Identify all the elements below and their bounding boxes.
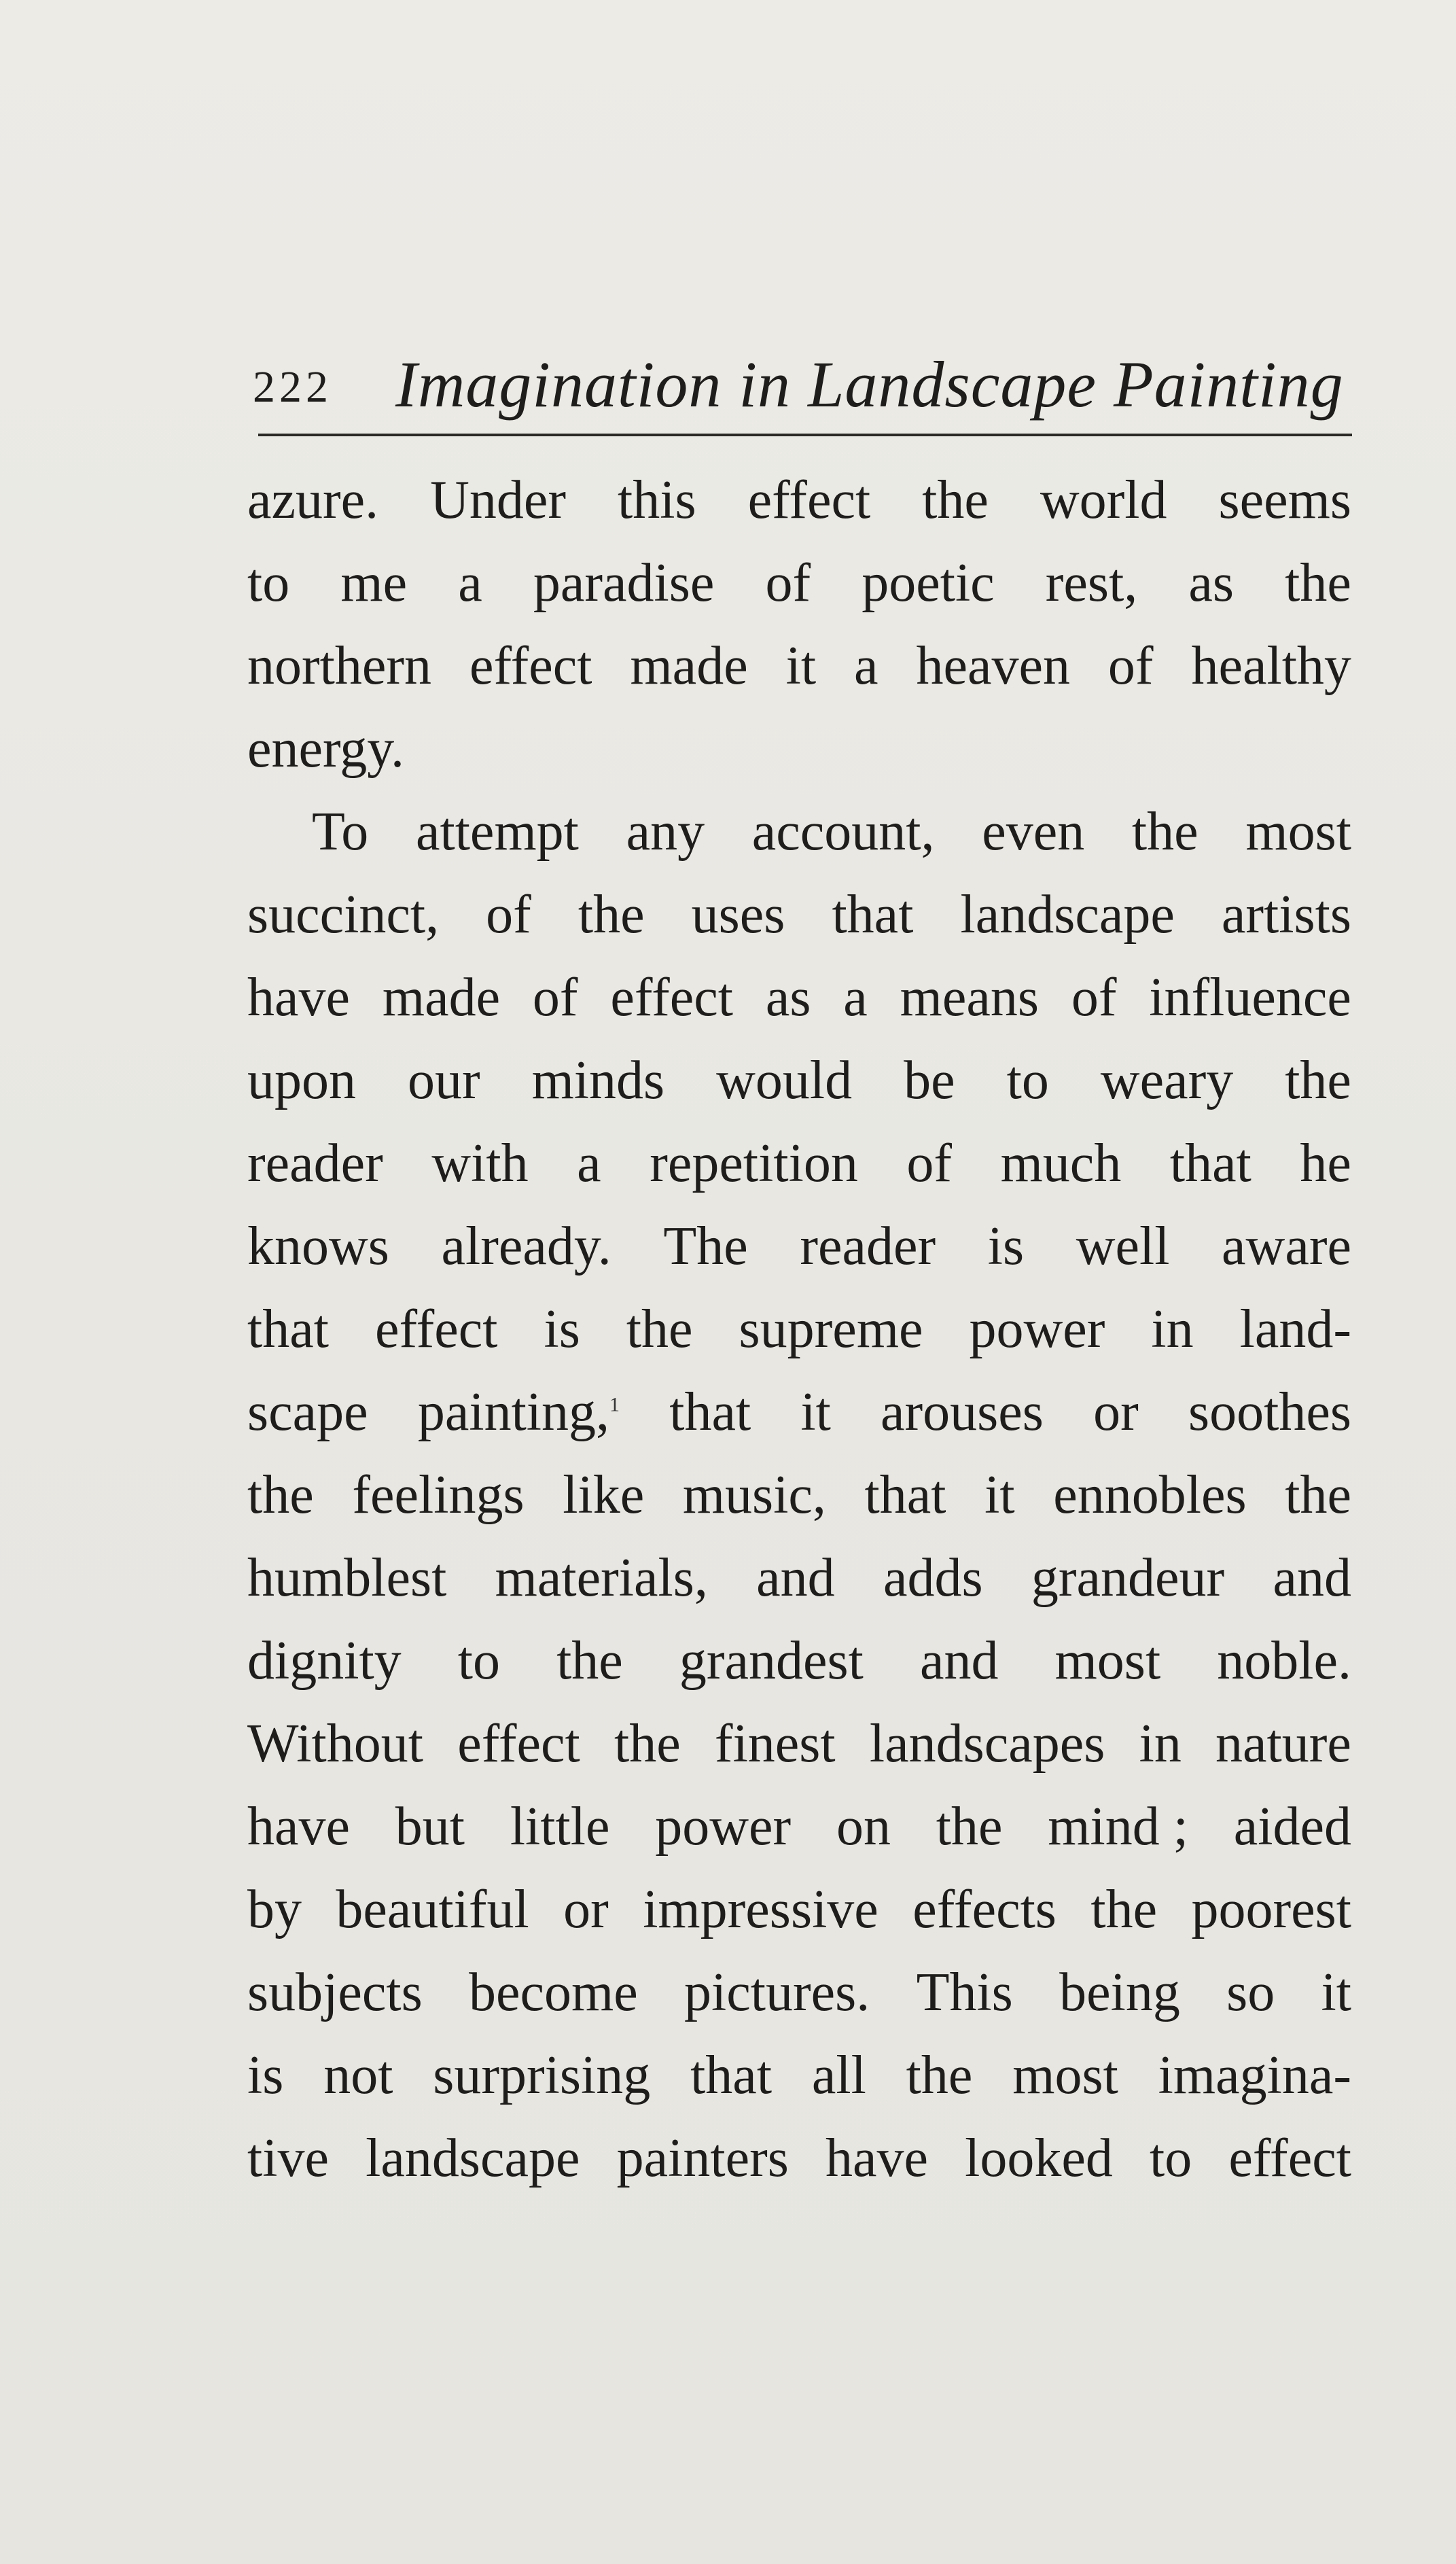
word: our: [407, 1051, 480, 1110]
word: knows: [247, 1216, 389, 1276]
word: materials,: [495, 1548, 708, 1608]
word: This: [916, 1963, 1013, 2022]
word: means: [900, 968, 1039, 1028]
word: nature: [1215, 1714, 1351, 1774]
word: with: [431, 1134, 529, 1193]
text-line: [247, 1205, 1351, 1288]
word: soothes: [1188, 1382, 1351, 1442]
running-title: Imagination in Landscape Painting: [395, 348, 1344, 421]
word: of: [1071, 968, 1117, 1028]
word: effect: [457, 1714, 580, 1774]
text-line: [247, 2117, 1351, 2200]
word: to: [247, 553, 290, 613]
word: healthy: [1191, 636, 1351, 696]
word: effect: [1228, 2128, 1351, 2188]
word: is: [247, 2045, 284, 2105]
word: The: [663, 1216, 748, 1276]
word: the: [922, 470, 989, 530]
word: land-: [1239, 1299, 1351, 1359]
word: even: [982, 802, 1085, 862]
word: it: [800, 1382, 831, 1442]
word: a: [854, 636, 878, 696]
text-line: [247, 1868, 1351, 1951]
word: is: [987, 1216, 1025, 1276]
word: dignity: [247, 1631, 402, 1691]
word: heaven: [916, 636, 1070, 696]
text-line: [247, 707, 1351, 790]
word: the: [626, 1299, 693, 1359]
word: seems: [1218, 470, 1351, 530]
text-line: [247, 1288, 1351, 1371]
word: have: [247, 968, 351, 1028]
word: that: [864, 1465, 946, 1525]
word: of: [532, 968, 578, 1028]
word: most: [1245, 802, 1351, 862]
word: attempt: [415, 802, 579, 862]
text-line: [247, 1122, 1351, 1205]
text-line: [247, 956, 1351, 1039]
word: made: [630, 636, 748, 696]
word: that: [832, 885, 914, 945]
word: that: [690, 2045, 773, 2105]
word: beautiful: [336, 1880, 529, 1939]
word: surprising: [433, 2045, 651, 2105]
word: power: [969, 1299, 1105, 1359]
word: would: [716, 1051, 853, 1110]
word: account,: [751, 802, 935, 862]
word: tive: [247, 2128, 329, 2188]
word: of: [765, 553, 811, 613]
running-head: [253, 347, 1353, 428]
word: a: [458, 553, 482, 613]
word: minds: [531, 1051, 665, 1110]
word: or: [563, 1880, 609, 1939]
word: subjects: [247, 1963, 423, 2022]
word: the: [1090, 1880, 1158, 1939]
text-line: [247, 2034, 1351, 2117]
word: artists: [1221, 885, 1351, 945]
word: effect: [374, 1299, 498, 1359]
word: noble.: [1217, 1631, 1351, 1691]
word: impressive: [643, 1880, 878, 1939]
word: the: [556, 1631, 623, 1691]
word: upon: [247, 1051, 356, 1110]
word: influence: [1149, 968, 1351, 1028]
word: any: [626, 802, 705, 862]
word: become: [469, 1963, 638, 2022]
word: like: [563, 1465, 645, 1525]
text-line: [247, 1785, 1351, 1868]
word: looked: [965, 2128, 1113, 2188]
word: of: [906, 1134, 953, 1193]
word: have: [247, 1797, 351, 1857]
word: as: [765, 968, 811, 1028]
text-line: [247, 625, 1351, 707]
word: uses: [691, 885, 785, 945]
word: rest,: [1045, 553, 1138, 613]
word: pictures.: [684, 1963, 870, 2022]
word: Under: [430, 470, 567, 530]
word: reader: [800, 1216, 936, 1276]
word: landscape: [960, 885, 1175, 945]
word: to: [1006, 1051, 1049, 1110]
word: or: [1093, 1382, 1139, 1442]
text-line: [247, 1951, 1351, 2034]
word: and: [919, 1631, 999, 1691]
word: the: [936, 1797, 1003, 1857]
word: aided: [1233, 1797, 1351, 1857]
word: all: [811, 2045, 866, 2105]
text-line: [247, 873, 1351, 956]
word: well: [1076, 1216, 1170, 1276]
word: effect: [469, 636, 592, 696]
word: to: [457, 1631, 500, 1691]
word: To: [312, 802, 369, 862]
word: a: [843, 968, 868, 1028]
word: me: [340, 553, 408, 613]
word: effect: [747, 470, 871, 530]
text-line: [247, 1536, 1351, 1619]
word: made: [382, 968, 501, 1028]
word: but: [395, 1797, 465, 1857]
word: it: [785, 636, 817, 696]
word: paradise: [533, 553, 715, 613]
word: this: [618, 470, 696, 530]
word: most: [1054, 1631, 1161, 1691]
word: aware: [1222, 1216, 1351, 1276]
word: the: [614, 1714, 681, 1774]
text-line: [247, 1454, 1351, 1536]
word: energy.: [247, 719, 405, 779]
word: that: [247, 1299, 329, 1359]
word: effect: [610, 968, 733, 1028]
word: the: [1285, 1051, 1351, 1110]
word: of: [486, 885, 531, 945]
word: music,: [682, 1465, 826, 1525]
word: painters: [616, 2128, 789, 2188]
word: poetic: [862, 553, 995, 613]
word: most: [1012, 2045, 1118, 2105]
word: repetition: [650, 1134, 858, 1193]
header-rule: [258, 434, 1352, 436]
word: finest: [714, 1714, 836, 1774]
word: poorest: [1191, 1880, 1351, 1939]
body-text: [247, 459, 1351, 2200]
text-line: [247, 1039, 1351, 1122]
word: imagina-: [1158, 2045, 1351, 2105]
text-line: [247, 1371, 1351, 1454]
word: northern: [247, 636, 432, 696]
text-line: [247, 790, 1351, 873]
word: of: [1107, 636, 1154, 696]
word: the: [247, 1465, 314, 1525]
word: not: [323, 2045, 393, 2105]
word: in: [1151, 1299, 1194, 1359]
word: being: [1059, 1963, 1180, 2022]
word: mind ;: [1048, 1797, 1188, 1857]
word: weary: [1100, 1051, 1234, 1110]
word: succinct,: [247, 885, 440, 945]
word: much: [1000, 1134, 1122, 1193]
word: little: [510, 1797, 610, 1857]
word: that: [669, 1382, 751, 1442]
word: it: [1321, 1963, 1351, 2022]
text-line: [247, 542, 1351, 625]
word: on: [836, 1797, 891, 1857]
word: as: [1188, 553, 1235, 613]
word: supreme: [739, 1299, 923, 1359]
word: power: [655, 1797, 792, 1857]
word: scape: [247, 1382, 368, 1442]
word: the: [906, 2045, 973, 2105]
word: Without: [247, 1714, 423, 1774]
word: to: [1149, 2128, 1192, 2188]
word: already.: [441, 1216, 611, 1276]
word: reader: [247, 1134, 383, 1193]
word: the: [1285, 1465, 1351, 1525]
word: the: [1285, 553, 1351, 613]
word: arouses: [881, 1382, 1044, 1442]
word: have: [825, 2128, 928, 2188]
word: and: [1273, 1548, 1351, 1608]
word: so: [1226, 1963, 1275, 2022]
word: ennobles: [1053, 1465, 1247, 1525]
word: be: [904, 1051, 955, 1110]
word: is: [544, 1299, 580, 1359]
word: he: [1300, 1134, 1351, 1193]
word: the: [578, 885, 645, 945]
word: adds: [883, 1548, 983, 1608]
word: feelings: [352, 1465, 525, 1525]
text-line: [247, 459, 1351, 542]
word: and: [756, 1548, 835, 1608]
word: azure.: [247, 470, 379, 530]
word: grandest: [679, 1631, 864, 1691]
word: landscape: [366, 2128, 580, 2188]
page-number: 222: [253, 362, 332, 412]
word: the: [1131, 802, 1198, 862]
word: by: [247, 1880, 302, 1939]
word: it: [984, 1465, 1015, 1525]
text-line: [247, 1619, 1351, 1702]
word: effects: [912, 1880, 1057, 1939]
word: grandeur: [1031, 1548, 1225, 1608]
text-line: [247, 1702, 1351, 1785]
word: world: [1040, 470, 1167, 530]
word: humblest: [247, 1548, 447, 1608]
word: in: [1139, 1714, 1182, 1774]
word: landscapes: [869, 1714, 1105, 1774]
word: a: [577, 1134, 601, 1193]
word: that: [1169, 1134, 1251, 1193]
word: painting,$^1$: [417, 1382, 620, 1442]
footnote-marker[interactable]: 1: [609, 1393, 620, 1416]
